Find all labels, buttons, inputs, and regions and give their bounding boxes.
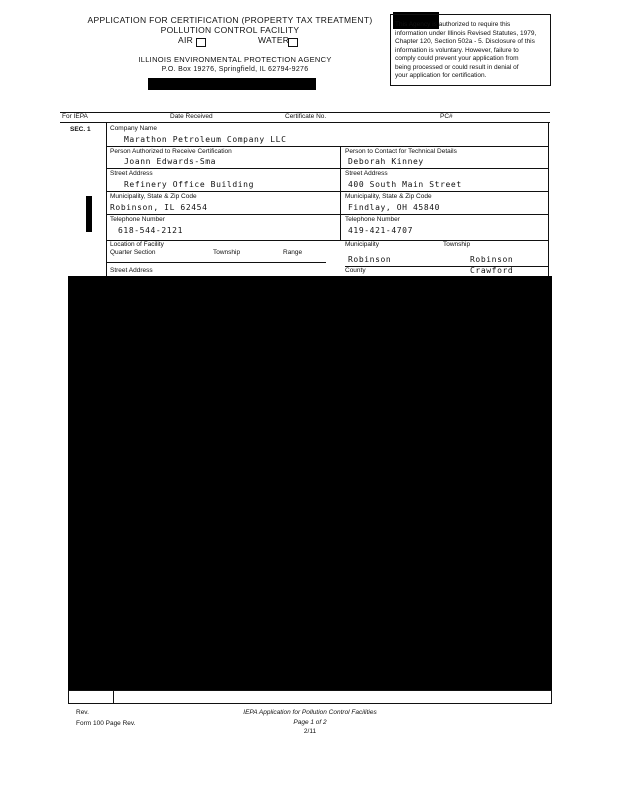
telephone-label: Telephone Number bbox=[110, 216, 165, 223]
facility-township-label: Township bbox=[443, 241, 471, 248]
footer-page-number: Page 1 of 2 bbox=[293, 719, 327, 726]
county-label: County bbox=[345, 267, 366, 274]
privacy-notice-box bbox=[390, 14, 551, 86]
contact-street-label: Street Address bbox=[345, 170, 388, 177]
company-name-label: Company Name bbox=[110, 125, 157, 132]
row-divider-2 bbox=[106, 168, 548, 169]
company-name-value[interactable]: Marathon Petroleum Company LLC bbox=[124, 135, 287, 144]
authorized-person-value[interactable]: Joann Edwards-Sma bbox=[124, 157, 217, 166]
privacy-notice-line: your application for certification. bbox=[395, 72, 487, 79]
form-right-border bbox=[548, 122, 549, 282]
row-divider-5 bbox=[106, 240, 548, 241]
water-checkbox[interactable] bbox=[288, 38, 298, 47]
municipality-value[interactable]: Robinson, IL 62454 bbox=[110, 203, 208, 212]
technical-contact-label: Person to Contact for Technical Details bbox=[345, 148, 457, 155]
facility-street-label: Street Address bbox=[110, 267, 153, 274]
section-1-label: SEC. 1 bbox=[70, 126, 91, 133]
air-checkbox-label: AIR bbox=[178, 35, 194, 45]
footer-date: 2/11 bbox=[303, 728, 317, 735]
row-divider-3 bbox=[106, 191, 548, 192]
privacy-notice-line: being processed or could result in denial of bbox=[395, 63, 519, 71]
range-label: Range bbox=[283, 249, 303, 256]
bottom-rule bbox=[68, 690, 552, 691]
redacted-content-block bbox=[68, 276, 552, 690]
row-divider-6b bbox=[345, 266, 548, 267]
quarter-section-label: Quarter Section bbox=[110, 249, 156, 256]
margin-marker bbox=[86, 196, 92, 232]
form-title-line2: POLLUTION CONTROL FACILITY bbox=[160, 25, 300, 35]
iepa-use-label: For IEPA bbox=[62, 113, 88, 120]
privacy-notice-line: comply could prevent your application from bbox=[395, 55, 519, 62]
county-value[interactable]: Crawford bbox=[470, 266, 514, 275]
technical-contact-value[interactable]: Deborah Kinney bbox=[348, 157, 424, 166]
street-address-label: Street Address bbox=[110, 170, 153, 177]
location-label: Location of Facility bbox=[110, 241, 164, 248]
agency-name: ILLINOIS ENVIRONMENTAL PROTECTION AGENCY bbox=[138, 55, 332, 64]
bottom-rule-2 bbox=[68, 703, 552, 704]
redaction-bar-header bbox=[148, 78, 316, 90]
privacy-notice-line: information under Illinois Revised Statutes, 1979, bbox=[395, 29, 537, 37]
agency-address: P.O. Box 19276, Springfield, IL 62794-9276 bbox=[161, 66, 309, 73]
footer-title: IEPA Application for Pollution Control Facilities bbox=[243, 709, 377, 716]
water-checkbox-label: WATER bbox=[258, 35, 290, 45]
contact-telephone-value[interactable]: 419-421-4707 bbox=[348, 226, 413, 235]
privacy-notice-line: This Agency is authorized to require this bbox=[395, 21, 511, 28]
contact-street-value[interactable]: 400 South Main Street bbox=[348, 180, 462, 189]
certificate-number-label: Certificate No. bbox=[285, 113, 327, 120]
row-divider-6a bbox=[106, 262, 326, 263]
contact-municipality-label: Municipality, State & Zip Code bbox=[345, 193, 432, 200]
bottom-left-tick bbox=[68, 690, 69, 704]
column-divider bbox=[340, 146, 341, 240]
row-divider-1 bbox=[106, 146, 548, 147]
air-checkbox[interactable] bbox=[196, 38, 206, 47]
municipality-label: Municipality, State & Zip Code bbox=[110, 193, 197, 200]
pc-number-label: PC# bbox=[440, 113, 453, 120]
date-received-label: Date Received bbox=[170, 113, 213, 120]
bottom-right-tick bbox=[551, 690, 552, 704]
street-address-value[interactable]: Refinery Office Building bbox=[124, 180, 254, 189]
form-title-line1: APPLICATION FOR CERTIFICATION (PROPERTY TAX TREATMENT) bbox=[87, 15, 373, 25]
authorized-person-label: Person Authorized to Receive Certification bbox=[110, 148, 232, 155]
township-label: Township bbox=[213, 249, 241, 256]
footer-form-number: Form 100 Page Rev. bbox=[76, 720, 136, 727]
telephone-value[interactable]: 618-544-2121 bbox=[118, 226, 183, 235]
bottom-mid-tick bbox=[113, 690, 114, 704]
facility-township-value[interactable]: Robinson bbox=[470, 255, 514, 264]
privacy-notice-line: information is voluntary. However, failure to bbox=[395, 46, 519, 54]
contact-municipality-value[interactable]: Findlay, OH 45840 bbox=[348, 203, 441, 212]
privacy-notice-line: Chapter 120, Section 502a - 5. Disclosure of this bbox=[395, 38, 535, 45]
facility-municipality-value[interactable]: Robinson bbox=[348, 255, 392, 264]
contact-telephone-label: Telephone Number bbox=[345, 216, 400, 223]
divider-iepa bbox=[60, 122, 550, 123]
row-divider-4 bbox=[106, 214, 548, 215]
facility-municipality-label: Municipality bbox=[345, 241, 379, 248]
footer-rev: Rev. bbox=[76, 709, 89, 716]
